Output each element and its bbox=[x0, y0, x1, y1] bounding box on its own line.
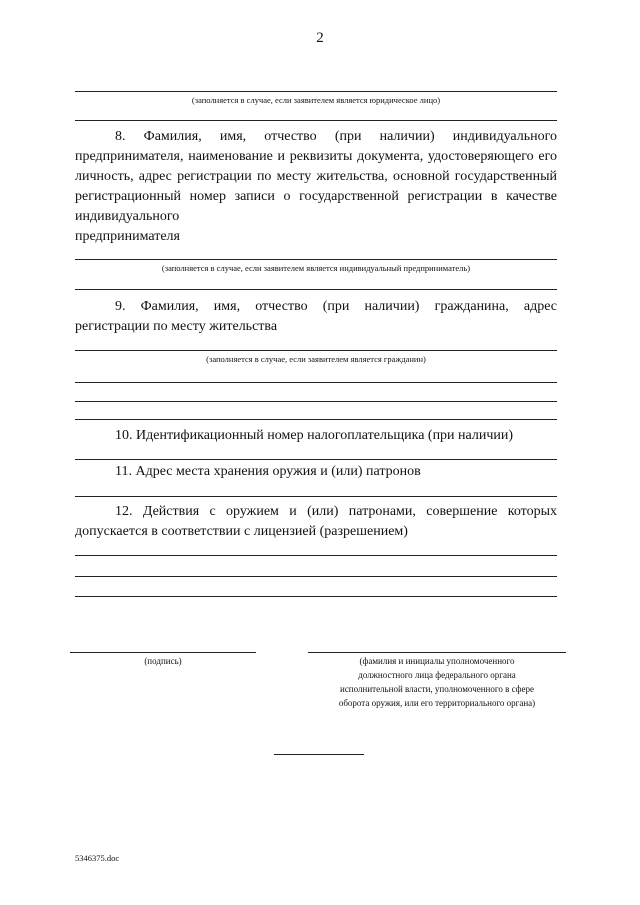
official-caption-1: (фамилия и инициалы уполномоченного bbox=[359, 656, 515, 666]
section-8-text-end: предпринимателя bbox=[75, 229, 180, 244]
section-9-text bbox=[75, 297, 557, 317]
entrepreneur-line-2 bbox=[75, 289, 557, 290]
citizen-line bbox=[75, 350, 557, 351]
entrepreneur-line bbox=[75, 259, 557, 260]
page-number: 2 bbox=[316, 30, 324, 46]
section-9-heading: 9. Фамилия, имя, отчество (при наличии) гражданина, адрес bbox=[115, 299, 557, 314]
storage-address-line bbox=[75, 496, 557, 497]
entrepreneur-note: (заполняется в случае, если заявителем является индивидуальный предприниматель) bbox=[161, 263, 471, 273]
signature-line bbox=[70, 652, 256, 653]
section-11-text: 11. Адрес места хранения оружия и (или) патронов bbox=[115, 464, 421, 479]
section-12-text-end: допускается в соответствии с лицензией (разрешением) bbox=[75, 524, 408, 539]
legal-entity-note: (заполняется в случае, если заявителем является юридическое лицо) bbox=[191, 95, 441, 105]
section-8-heading: 8. Фамилия, имя, отчество (при наличии) индивидуального предпринимателя, наименование и реквизиты документа, удостоверяющего его личность, адрес регистрации по месту жительства, основной государственный регистрационный номер записи о государственной регистрации в качестве индивидуального bbox=[75, 129, 557, 224]
official-caption-2: должностного лица федерального органа bbox=[358, 670, 516, 680]
actions-line-1 bbox=[75, 555, 557, 556]
doc-code: 5346375.doc bbox=[75, 853, 120, 863]
actions-line-3 bbox=[75, 596, 557, 597]
section-9-text-end: регистрации по месту жительства bbox=[75, 319, 278, 334]
signature-caption: (подпись) bbox=[144, 656, 182, 666]
official-caption-4: оборота оружия, или его территориального органа) bbox=[338, 698, 536, 708]
section-8-text bbox=[75, 127, 557, 227]
citizen-note: (заполняется в случае, если заявителем является гражданин) bbox=[206, 354, 426, 364]
actions-line-2 bbox=[75, 576, 557, 577]
section-12-heading: 12. Действия с оружием и (или) патронами, совершение которых bbox=[115, 504, 557, 519]
section-10-text: 10. Идентификационный номер налогоплательщика (при наличии) bbox=[115, 428, 514, 443]
citizen-line-2 bbox=[75, 382, 557, 383]
legal-entity-line-2 bbox=[75, 120, 557, 121]
section-12-text bbox=[75, 502, 557, 522]
citizen-line-4 bbox=[75, 419, 557, 420]
official-name-line bbox=[308, 652, 566, 653]
inn-line bbox=[75, 459, 557, 460]
citizen-line-3 bbox=[75, 401, 557, 402]
official-caption-3: исполнительной власти, уполномоченного в сфере bbox=[340, 684, 534, 694]
date-line bbox=[274, 754, 364, 755]
legal-entity-line bbox=[75, 91, 557, 92]
